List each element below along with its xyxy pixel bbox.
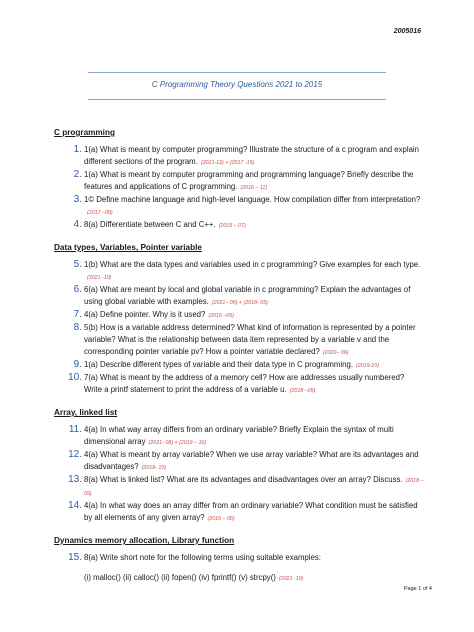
exam-year-tag: (2018 –05) <box>84 478 424 497</box>
question-item <box>54 144 424 169</box>
question-number: 6 . <box>68 284 82 296</box>
question-item <box>54 194 424 219</box>
question-text: 7(a) What is meant by the address of a memory cell? How are addresses usually numbered? Write a printf statement to print the address of a variable u. <box>84 373 405 394</box>
question-text: 4(a) Define pointer. Why is it used? <box>84 310 206 319</box>
subitems-text: (i) malloc() (ii) calloc() (ii) fopen() (iv) fprintf() (v) strcpy() <box>84 573 276 582</box>
question-item <box>54 552 424 585</box>
question-item <box>54 424 424 449</box>
exam-year-tag: (2016 – 06) <box>207 516 235 522</box>
question-number: 2 . <box>68 169 82 181</box>
exam-year-tag: (2017 –08) <box>87 210 113 216</box>
question-number: 9 . <box>68 359 82 371</box>
question-list <box>54 259 424 397</box>
exam-year-tag: (2019-10) <box>356 363 379 369</box>
exam-year-tag: (2018- 10) <box>141 465 167 471</box>
document-body <box>54 127 424 595</box>
question-number: 5 . <box>68 259 82 271</box>
question-text: 5(b) How is a variable address determined? What kind of information is represented by a pointer variable? What is the relationship between data item represented by a variable v and the corresponding pointer variable pv? How a pointer variable declared? <box>84 323 416 356</box>
question-item <box>54 500 424 525</box>
exam-year-tag: (2021– 06) + (2018- 05) <box>211 300 268 306</box>
document-title: C Programming Theory Questions 2021 to 2015 <box>151 80 323 89</box>
question-number: 15 . <box>68 552 82 564</box>
question-item <box>54 309 424 322</box>
question-item <box>54 169 424 194</box>
exam-year-tag: (2021-12) + (2017 -15) <box>200 160 255 166</box>
exam-year-tag: (2021- 08) + (2019 – 10) <box>148 440 207 446</box>
question-text: 1(a) What is meant by computer programming? Illustrate the structure of a c program and explain different sections of the program. <box>84 145 419 166</box>
question-text: 1(a) What is meant by computer programming and programming language? Briefly describe the features and applications of C programming. <box>84 170 414 191</box>
title-rule-bottom <box>88 99 386 100</box>
section-heading: Dynamics memory allocation, Library function <box>54 536 235 545</box>
question-text: 8(a) Differentiate between C and C++. <box>84 220 216 229</box>
title-rule-top <box>88 72 386 73</box>
question-number: 8 . <box>68 322 82 334</box>
question-item <box>54 284 424 309</box>
document-id: 2005016 <box>393 28 421 35</box>
question-text: 1© Define machine language and high-level language. How compilation differ from interpretation? <box>84 195 421 204</box>
question-list <box>54 144 424 232</box>
question-number: 7 . <box>68 309 82 321</box>
exam-year-tag: (2021 -10) <box>87 275 112 281</box>
question-text: 8(a) What is linked list? What are its advantages and disadvantages over an array? Discuss. <box>84 475 403 484</box>
question-list <box>54 552 424 585</box>
exam-year-tag: (2021- 10) <box>278 576 304 582</box>
exam-year-tag: (2015 – 07) <box>218 223 246 229</box>
question-text: 8(a) Write short note for the following terms using suitable examples: <box>84 553 321 562</box>
question-text: 4(a) In what way array differs from an ordinary variable? Briefly Explain the syntax of multi dimensional array <box>84 425 394 446</box>
exam-year-tag: (2015 –05) <box>208 313 234 319</box>
question-item <box>54 359 424 372</box>
question-text: 6(a) What are meant by local and global variable in c programming? Explain the advantages of using global variable with examples. <box>84 285 411 306</box>
exam-year-tag: (2020– 06) <box>322 350 349 356</box>
question-text: 1(a) Describe different types of variable and their data type in C programming. <box>84 360 353 369</box>
question-item <box>54 219 424 232</box>
question-text: 4(a) What is meant by array variable? When we use array variable? What are its advantages and disadvantages? <box>84 450 419 471</box>
question-text: 1(b) What are the data types and variables used in c programming? Give examples for each type. <box>84 260 421 269</box>
exam-year-tag: (2016 – 11) <box>240 185 268 191</box>
section-heading: C programming <box>54 128 115 137</box>
question-text: 4(a) In what way does an array differ from an ordinary variable? What condition must be satisfied by all elements of any given array? <box>84 501 418 522</box>
question-item <box>54 259 424 284</box>
question-number: 13 . <box>68 474 82 486</box>
question-item <box>54 322 424 359</box>
question-number: 4 . <box>68 219 82 231</box>
exam-year-tag: (2018 –05) <box>289 388 316 394</box>
question-item <box>54 372 424 397</box>
question-number: 3 . <box>68 194 82 206</box>
question-list <box>54 424 424 525</box>
question-number: 1 . <box>68 144 82 156</box>
page-number: Page 1 of 4 <box>403 586 432 592</box>
question-item <box>54 474 424 500</box>
section-heading: Array, linked list <box>54 408 118 417</box>
question-number: 12 . <box>68 449 82 461</box>
question-subitems <box>84 572 424 585</box>
question-number: 10 . <box>68 372 82 384</box>
question-item <box>54 449 424 474</box>
question-number: 11 . <box>68 424 82 436</box>
question-number: 14 . <box>68 500 82 512</box>
section-heading: Data types, Variables, Pointer variable <box>54 243 202 252</box>
